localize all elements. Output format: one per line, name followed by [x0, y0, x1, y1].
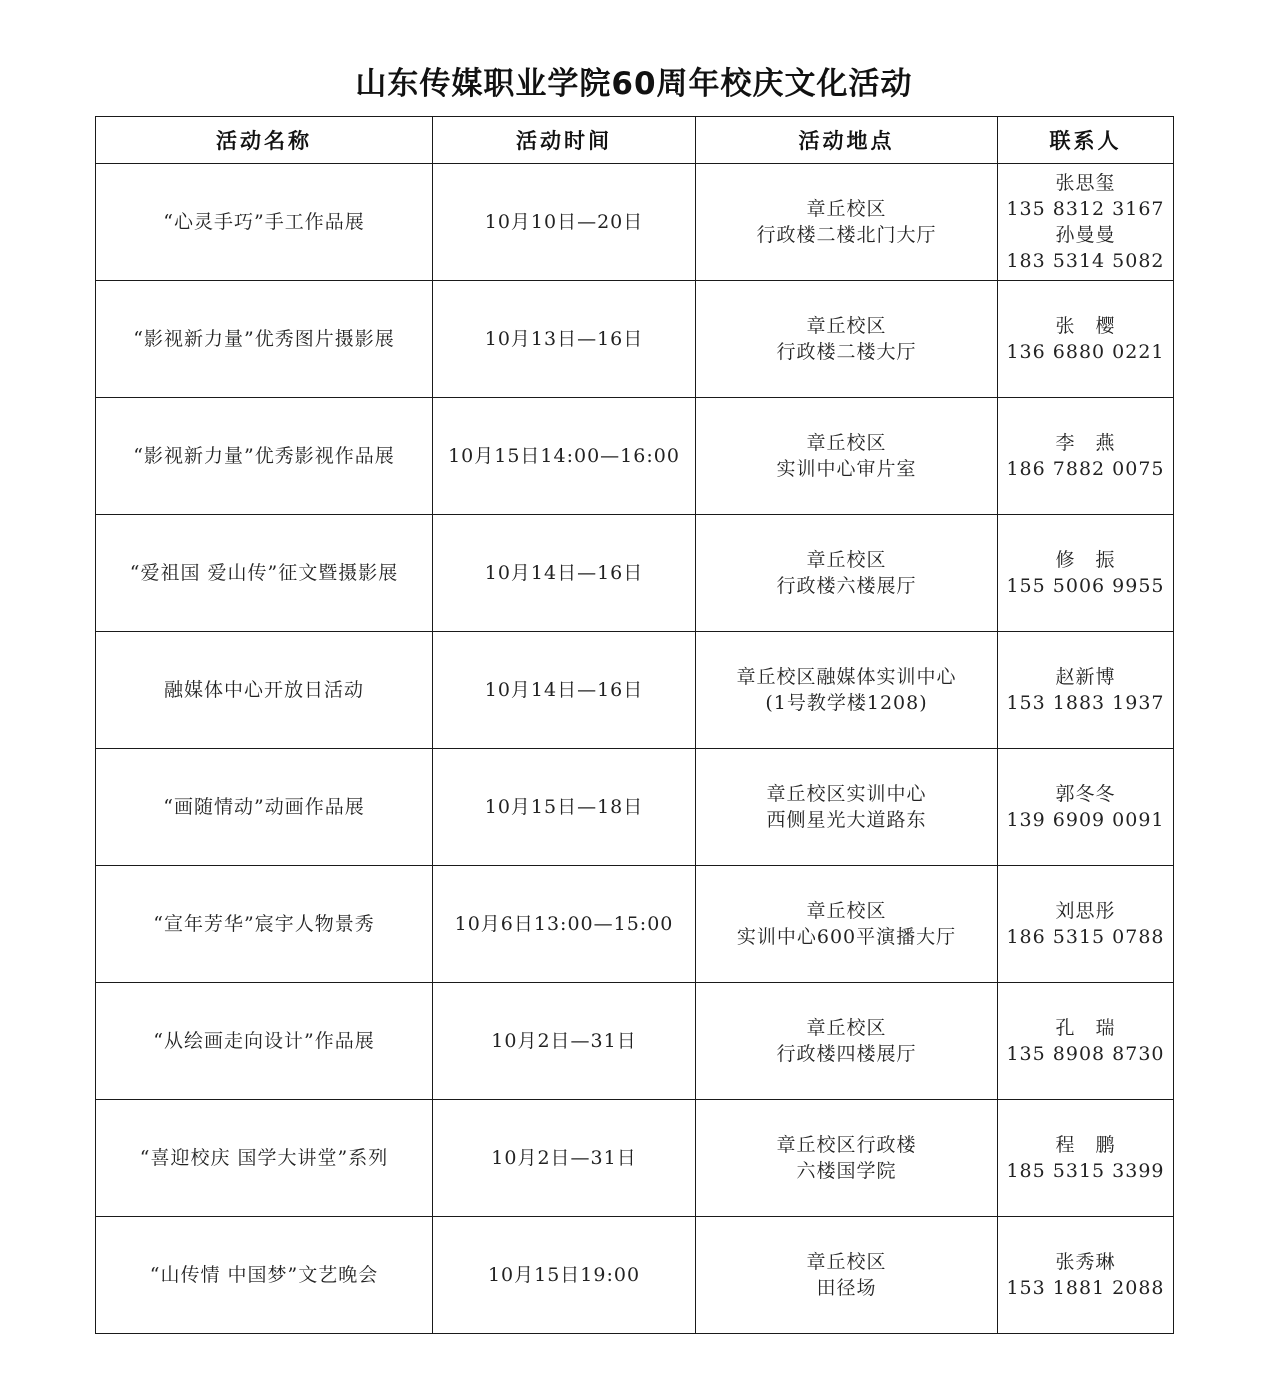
activity-time: 10月15日19:00 [487, 1264, 641, 1286]
activity-time-cell [433, 281, 696, 398]
activity-time-cell [433, 1217, 696, 1334]
activity-name-cell [96, 281, 433, 398]
contact-person: 张思玺 [1055, 172, 1116, 194]
contact-person: 李 燕 [1055, 432, 1116, 454]
activity-time-cell [433, 866, 696, 983]
page-title: 山东传媒职业学院60周年校庆文化活动 [355, 66, 913, 102]
table-row [96, 983, 1174, 1100]
contact-cell [998, 749, 1174, 866]
activity-time-cell [433, 164, 696, 281]
contact-person: 孔 瑞 [1055, 1017, 1116, 1039]
activity-place-line: 行政楼二楼北门大厅 [756, 224, 937, 246]
activity-place-line: 西侧星光大道路东 [766, 809, 927, 831]
header-activity-time: 活动时间 [433, 117, 696, 164]
table-row [96, 1217, 1174, 1334]
activity-place-line: (1号教学楼1208) [765, 692, 928, 714]
activity-time: 10月6日13:00—15:00 [454, 913, 674, 935]
activity-place-cell [696, 866, 998, 983]
activity-name-cell [96, 983, 433, 1100]
activity-place-line: 章丘校区融媒体实训中心 [736, 666, 957, 688]
activity-place-cell [696, 632, 998, 749]
activity-time: 10月2日—31日 [491, 1147, 637, 1169]
contact-phone: 185 5315 3399 [1006, 1160, 1165, 1182]
contact-cell [998, 164, 1174, 281]
activity-time: 10月2日—31日 [491, 1030, 637, 1052]
table-row [96, 398, 1174, 515]
contact-phone: 135 8908 8730 [1006, 1043, 1165, 1065]
header-contact: 联系人 [998, 117, 1174, 164]
activity-time: 10月14日—16日 [484, 562, 644, 584]
activity-place-line: 章丘校区 [806, 549, 887, 571]
activity-place-line: 章丘校区 [806, 900, 887, 922]
contact-phone: 153 1881 2088 [1006, 1277, 1165, 1299]
activity-name-cell [96, 398, 433, 515]
activity-name: “影视新力量”优秀影视作品展 [133, 445, 395, 467]
activity-name: “心灵手巧”手工作品展 [163, 211, 365, 233]
activity-place-line: 章丘校区行政楼 [776, 1134, 917, 1156]
activity-table [95, 116, 1174, 1334]
activity-name-cell [96, 866, 433, 983]
table-row [96, 632, 1174, 749]
contact-person: 修 振 [1055, 549, 1116, 571]
activity-place-line: 实训中心600平演播大厅 [736, 926, 957, 948]
activity-time: 10月10日—20日 [484, 211, 644, 233]
contact-phone: 186 7882 0075 [1006, 458, 1165, 480]
table-row [96, 749, 1174, 866]
activity-place-line: 章丘校区 [806, 1017, 887, 1039]
activity-place-line: 行政楼六楼展厅 [776, 575, 917, 597]
table-row [96, 281, 1174, 398]
contact-phone: 136 6880 0221 [1006, 341, 1165, 363]
activity-name: “爱祖国 爱山传”征文暨摄影展 [129, 562, 399, 584]
contact-cell [998, 632, 1174, 749]
contact-person: 赵新博 [1055, 666, 1116, 688]
activity-place-cell [696, 398, 998, 515]
activity-place-line: 章丘校区 [806, 315, 887, 337]
table-row [96, 164, 1174, 281]
activity-place-line: 行政楼二楼大厅 [776, 341, 917, 363]
contact-cell [998, 1100, 1174, 1217]
table-header-row [96, 117, 1174, 164]
activity-place-cell [696, 1217, 998, 1334]
contact-phone: 139 6909 0091 [1006, 809, 1165, 831]
activity-name-cell [96, 515, 433, 632]
table-row [96, 866, 1174, 983]
contact-person: 刘思彤 [1055, 900, 1116, 922]
activity-name-cell [96, 1100, 433, 1217]
activity-name: “影视新力量”优秀图片摄影展 [133, 328, 395, 350]
activity-place-cell [696, 164, 998, 281]
activity-name: “喜迎校庆 国学大讲堂”系列 [139, 1147, 389, 1169]
contact-person: 程 鹏 [1055, 1134, 1116, 1156]
contact-cell [998, 866, 1174, 983]
activity-place-cell [696, 281, 998, 398]
activity-time-cell [433, 632, 696, 749]
activity-name-cell [96, 1217, 433, 1334]
contact-person: 张秀琳 [1055, 1251, 1116, 1273]
activity-place-line: 章丘校区 [806, 432, 887, 454]
activity-time-cell [433, 983, 696, 1100]
activity-place-cell [696, 983, 998, 1100]
activity-time-cell [433, 749, 696, 866]
activity-name: “画随情动”动画作品展 [163, 796, 365, 818]
activity-place-line: 田径场 [816, 1277, 877, 1299]
contact-phone: 155 5006 9955 [1006, 575, 1165, 597]
activity-name-cell [96, 164, 433, 281]
activity-place-cell [696, 749, 998, 866]
activity-name-cell [96, 632, 433, 749]
contact-person: 张 樱 [1055, 315, 1116, 337]
activity-place-line: 章丘校区实训中心 [766, 783, 927, 805]
activity-time: 10月15日14:00—16:00 [448, 445, 680, 467]
header-activity-place: 活动地点 [696, 117, 998, 164]
activity-time-cell [433, 398, 696, 515]
activity-place-cell [696, 515, 998, 632]
activity-name: “山传情 中国梦”文艺晚会 [149, 1264, 379, 1286]
activity-place-line: 章丘校区 [806, 1251, 887, 1273]
activity-name: “宣年芳华”宸宇人物景秀 [153, 913, 375, 935]
contact-person: 郭冬冬 [1055, 783, 1116, 805]
activity-time: 10月14日—16日 [484, 679, 644, 701]
contact-cell [998, 1217, 1174, 1334]
contact-cell [998, 515, 1174, 632]
activity-time-cell [433, 1100, 696, 1217]
activity-place-line: 六楼国学院 [796, 1160, 897, 1182]
contact-person: 孙曼曼 [1055, 224, 1116, 246]
activity-name: “从绘画走向设计”作品展 [153, 1030, 375, 1052]
activity-time: 10月15日—18日 [484, 796, 644, 818]
activity-place-line: 行政楼四楼展厅 [776, 1043, 917, 1065]
activity-name-cell [96, 749, 433, 866]
contact-cell [998, 398, 1174, 515]
activity-time-cell [433, 515, 696, 632]
activity-time: 10月13日—16日 [484, 328, 644, 350]
contact-cell [998, 983, 1174, 1100]
contact-phone: 153 1883 1937 [1006, 692, 1165, 714]
table-row [96, 515, 1174, 632]
activity-place-line: 实训中心审片室 [776, 458, 917, 480]
activity-place-cell [696, 1100, 998, 1217]
contact-cell [998, 281, 1174, 398]
contact-phone: 183 5314 5082 [1006, 250, 1165, 272]
activity-place-line: 章丘校区 [806, 198, 887, 220]
header-activity-name: 活动名称 [96, 117, 433, 164]
activity-name: 融媒体中心开放日活动 [163, 679, 364, 701]
contact-phone: 186 5315 0788 [1006, 926, 1165, 948]
table-row [96, 1100, 1174, 1217]
contact-phone: 135 8312 3167 [1006, 198, 1165, 220]
